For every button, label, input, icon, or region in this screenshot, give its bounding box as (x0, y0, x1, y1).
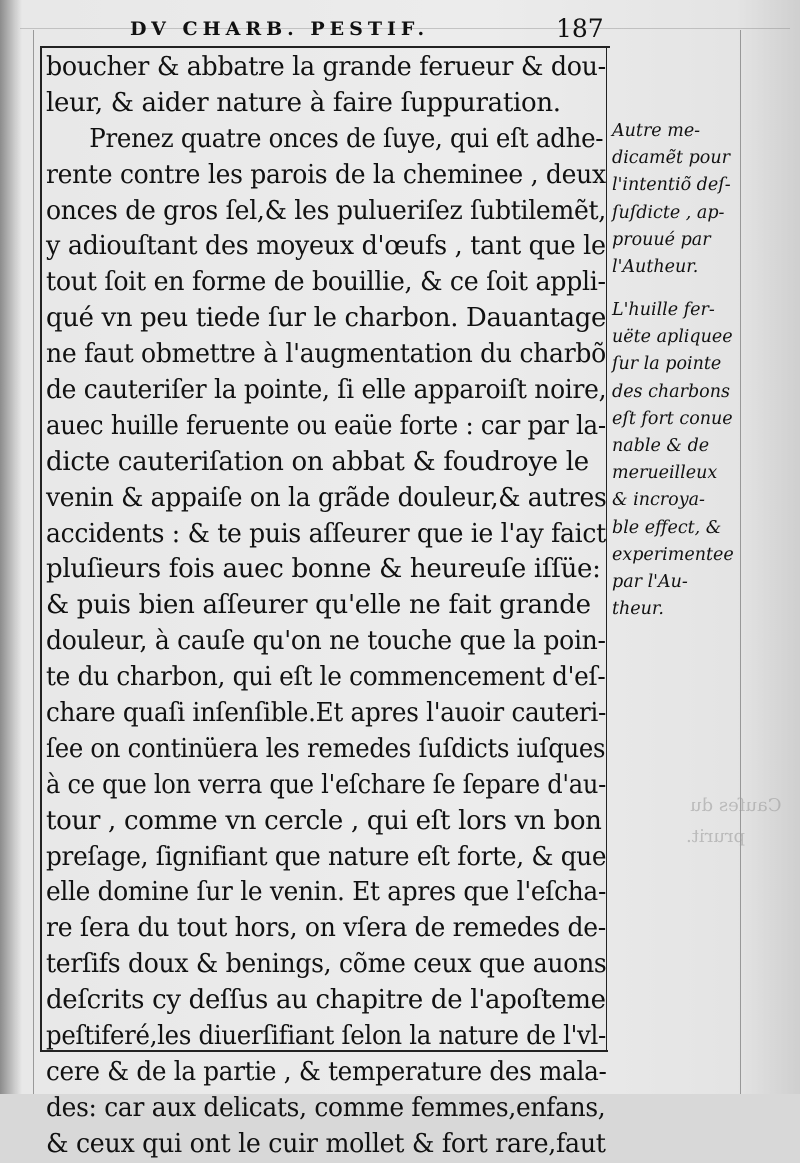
margin-note-line: des charbons (612, 381, 730, 402)
text-line: chare quaſi inſenſible.Et apres l'auoir cauteri- (46, 698, 607, 729)
text-line: deſcrits cy deſſus au chapitre de l'apoſteme (46, 985, 606, 1016)
text-line: cere & de la partie , & temperature des mala- (46, 1056, 607, 1087)
margin-note-line: merueilleux (612, 463, 718, 484)
text-line: ſee on continüera les remedes ſuſdicts iuſques (46, 733, 606, 764)
margin-note-line: ble effect, & (612, 517, 722, 538)
text-line: dicte cauteriſation on abbat & foudroye le (46, 446, 589, 477)
text-line: & puis bien aſſeurer qu'elle ne fait grande (46, 590, 591, 621)
show-through-text: Cauſes du (690, 795, 782, 816)
text-line: preſage, ſignifiant que nature eſt forte, & que (46, 841, 607, 872)
text-line: douleur, à cauſe qu'on ne touche que la poin- (46, 626, 606, 657)
margin-note-line: experimentee (612, 544, 734, 565)
running-head: DV CHARB. PESTIF. (130, 18, 430, 40)
main-text-block (46, 50, 608, 1163)
margin-note-line: uëte apliquee (612, 327, 733, 348)
text-line: onces de gros ſel,& les pulueriſez ſubtilemẽt, (46, 195, 606, 226)
text-frame-left-rule (40, 46, 42, 1052)
margin-note-line: dicamẽt pour (612, 148, 730, 169)
faint-frame-line-left (33, 30, 34, 1094)
text-line: & ceux qui ont le cuir mollet & fort rare,faut (46, 1128, 606, 1159)
text-line: auec huille feruente ou eaüe forte : car par la- (46, 410, 606, 441)
margin-note-line: Autre me- (612, 121, 701, 141)
margin-note-line: nable & de (612, 436, 710, 457)
margin-note-line: ſuſdicte , ap- (612, 202, 725, 223)
text-line: rente contre les parois de la cheminee , deux (46, 159, 606, 190)
page-gutter-shadow (0, 0, 22, 1094)
text-line: ne faut obmettre à l'augmentation du charbõ (46, 339, 606, 370)
text-frame-top-rule (42, 46, 610, 48)
text-line: pluſieurs fois auec bonne & heureuſe iſſüe: (46, 554, 601, 585)
text-line: te du charbon, qui eſt le commencement d'eſ- (46, 662, 606, 693)
margin-note-line: l'Autheur. (612, 257, 699, 278)
text-line: re ſera du tout hors, on vſera de remedes de- (46, 913, 606, 944)
text-line: accidents : & te puis aſſeurer que ie l'ay faict (46, 518, 606, 549)
page-number: 187 (556, 14, 604, 43)
text-line: qué vn peu tiede ſur le charbon. Dauantage (46, 303, 606, 334)
margin-note-line: l'intentiõ deſ- (612, 175, 731, 196)
text-line: tout ſoit en forme de bouillie, & ce ſoit appli- (46, 267, 606, 298)
margin-note-line: eſt fort conue (612, 408, 733, 429)
margin-note-line: par l'Au- (612, 572, 688, 593)
margin-note-line: ſur la pointe (612, 354, 722, 375)
text-line: de cauteriſer la pointe, ſi elle apparoiſt noire, (46, 375, 607, 406)
text-line: elle domine ſur le venin. Et apres que l'eſcha- (46, 877, 607, 908)
paragraph-start-line: Prenez quatre onces de ſuye, qui eſt adhe- (89, 123, 604, 154)
show-through-text: prurit. (686, 826, 746, 847)
text-line: terſifs doux & benings, cõme ceux que auons (46, 949, 607, 980)
text-line: venin & appaiſe on la grãde douleur,& autres (46, 482, 607, 513)
text-line: y adiouſtant des moyeux d'œufs , tant que le (46, 231, 606, 262)
margin-note-hot-oil (612, 297, 752, 623)
margin-note-line: theur. (612, 599, 664, 620)
margin-note-line: prouué par (612, 229, 711, 250)
text-line: boucher & abbatre la grande ferueur & dou- (46, 52, 606, 82)
text-line: peſtiferé,les diuerſifiant ſelon la nature de l'vl- (46, 1021, 607, 1052)
margin-note-line: & incroya- (612, 490, 705, 511)
margin-note-remedy (612, 118, 752, 281)
text-line: leur, & aider nature à faire ſuppuration. (46, 87, 561, 118)
text-line: à ce que lon verra que l'eſchare ſe ſepare d'au- (46, 769, 606, 800)
text-line: tour , comme vn cercle , qui eſt lors vn bon (46, 805, 602, 836)
margin-note-line: L'huille fer- (612, 300, 715, 320)
text-line: des: car aux delicats, comme femmes,enfans, (46, 1092, 606, 1123)
